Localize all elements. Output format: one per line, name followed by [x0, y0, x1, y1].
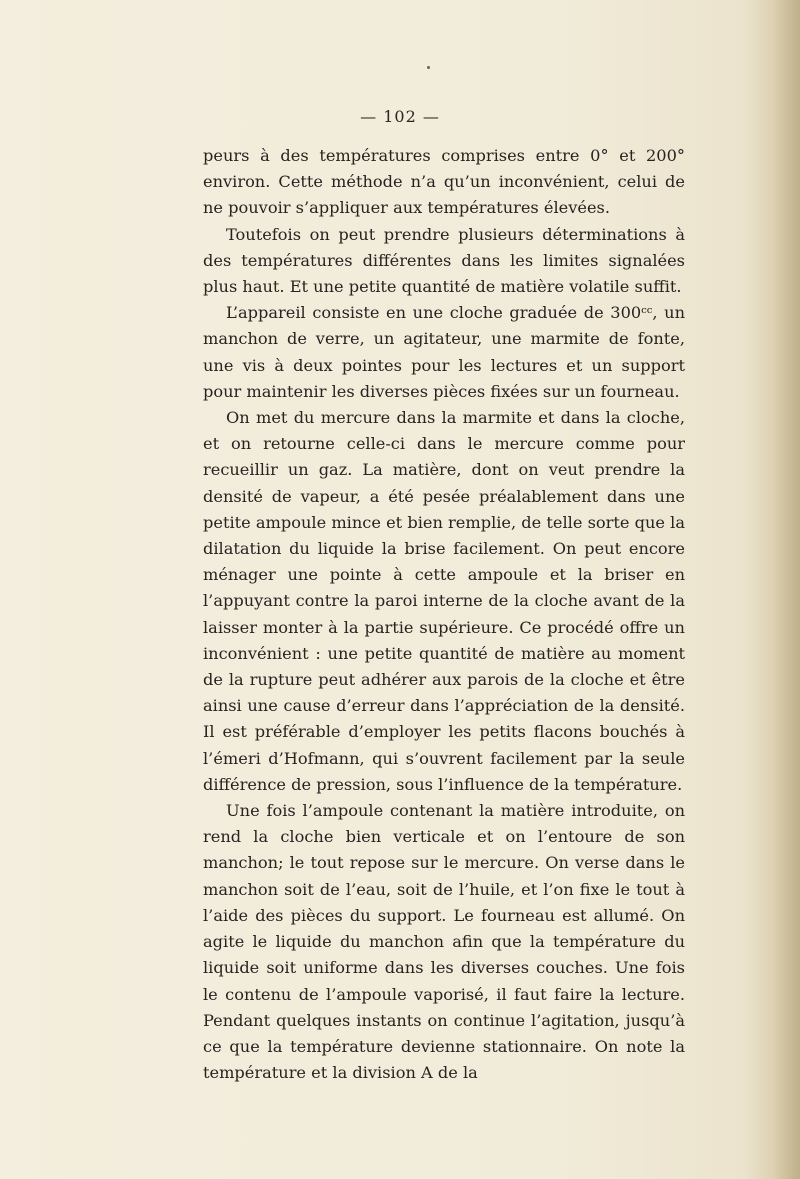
paragraph-2: Toutefois on peut prendre plusieurs déterminations à des températures différentes dans les limites signalées plus haut. Et une petite quantité de matière volatile suffit. [203, 224, 685, 297]
paragraph-5: Une fois l’ampoule contenant la matière introduite, on rend la cloche bien verticale et on l’entoure de son manchon; le tout repose sur le mercure. On verse dans le manchon soit de l’eau, soit de l’huile, et l’on fixe le tout à l’aide des pièces du support. Le fourneau est allumé. On agite le liquide du manchon afin que la température du liquide soit uniforme dans les diverses couches. Une fois le contenu de l’ampoule vaporisé, il faut faire la lecture. Pendant quelques instants on continue l’agitation, jusqu’à ce que la température devienne stationnaire. On note la température et la division A de la [203, 801, 685, 1083]
page-edge-shadow [772, 0, 800, 1179]
page-number: — 102 — [360, 107, 440, 126]
body-text [203, 143, 685, 1086]
paragraph-4: On met du mercure dans la marmite et dans la cloche, et on retourne celle-ci dans le mercure comme pour recueillir un gaz. La matière, dont on veut prendre la densité de vapeur, a été pesée préalablement dans une petite ampoule mince et bien remplie, de telle sorte que la dilatation du liquide la brise facilement. On peut encore ménager une pointe à cette ampoule et la briser en l’appuyant contre la paroi interne de la cloche avant de la laisser monter à la partie supérieure. Ce procédé offre un inconvénient : une petite quantité de matière au moment de la rupture peut adhérer aux parois de la cloche et être ainsi une cause d’erreur dans l’appréciation de la densité. Il est préférable d’employer les petits flacons bouchés à l’émeri d’Hofmann, qui s’ouvrent facilement par la seule différence de pression, sous l’influence de la température. [203, 408, 685, 794]
paragraph-3: L’appareil consiste en une cloche graduée de 300ᶜᶜ, un manchon de verre, un agitateur, une marmite de fonte, une vis à deux pointes pour les lectures et un support pour maintenir les diverses pièces fixées sur un fourneau. [203, 303, 685, 401]
paragraph-1: peurs à des températures comprises entre 0° et 200° environ. Cette méthode n’a qu’un inconvénient, celui de ne pouvoir s’appliquer aux températures élevées. [203, 146, 685, 218]
ink-speck [427, 66, 430, 69]
